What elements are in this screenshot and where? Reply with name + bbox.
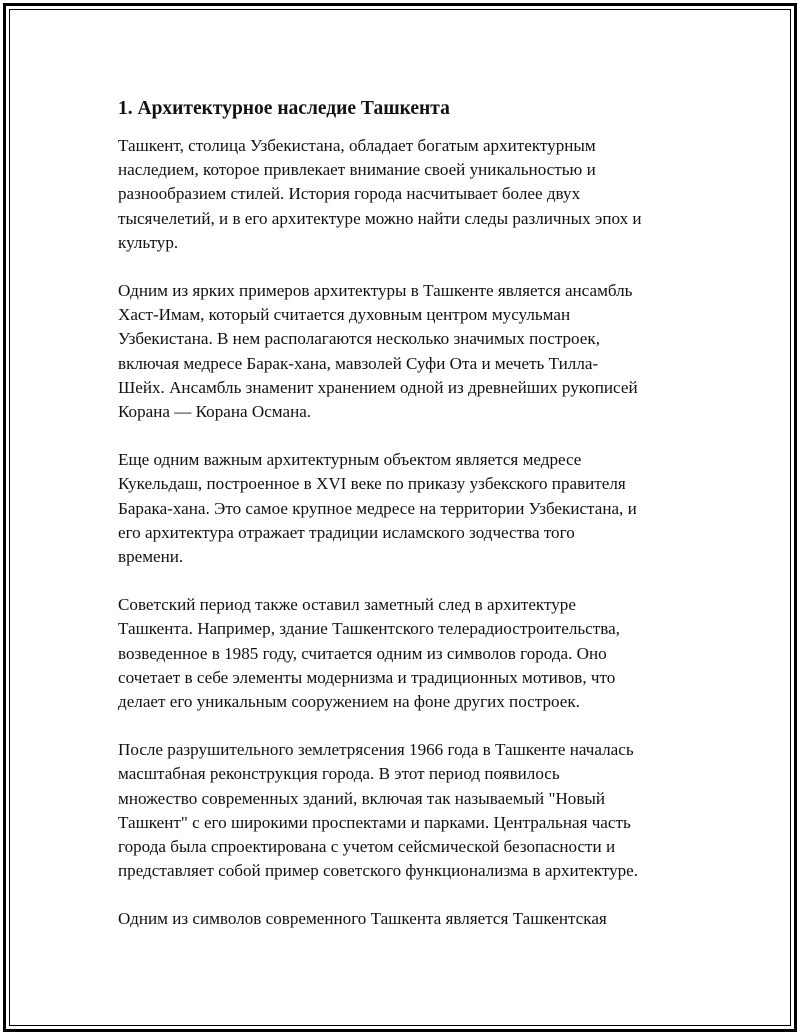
paragraph-6: Одним из символов современного Ташкента является Ташкентская [118,909,607,929]
page-frame [3,3,797,1032]
document-body [118,96,698,956]
paragraph-1: Ташкент, столица Узбекистана, обладает богатым архитектурным наследием, которое привлекает внимание своей уникальностью и разнообразием стилей. История города насчитывает более двух тысячелетий, и в его архитектуре можно найти следы различных эпох и культур. [118,136,642,252]
paragraph-2: Одним из ярких примеров архитектуры в Ташкенте является ансамбль Хаст-Имам, который считается духовным центром мусульман Узбекистана. В нем располагаются несколько значимых построек, включая медресе Барак-хана, мавзолей Суфи Ота и мечеть Тилла- Шейх. Ансамбль знаменит хранением одной из древнейших рукописей Корана — Корана Османа. [118,281,638,422]
section-heading: 1. Архитектурное наследие Ташкента [118,98,450,119]
paragraph-3: Еще одним важным архитектурным объектом является медресе Кукельдаш, построенное в XVI веке по приказу узбекского правителя Барака-хана. Это самое крупное медресе на территории Узбекистана, и его архитектура отражает традиции исламского зодчества того времени. [118,450,637,567]
paragraph-5: После разрушительного землетрясения 1966 года в Ташкенте началась масштабная реконструкция города. В этот период появилось множество современных зданий, включая так называемый "Новый Ташкент" с его широкими проспектами и парками. Центральная часть города была спроектирована с учетом сейсмической безопасности и представляет собой пример советского функционализма в архитектуре. [118,740,639,881]
paragraph-4: Советский период также оставил заметный след в архитектуре Ташкента. Например, здание Ташкентского телерадиостроительства, возведенное в 1985 году, считается одним из символов города. Оно сочетает в себе элементы модернизма и традиционных мотивов, что делает его уникальным сооружением на фоне других построек. [118,595,620,712]
